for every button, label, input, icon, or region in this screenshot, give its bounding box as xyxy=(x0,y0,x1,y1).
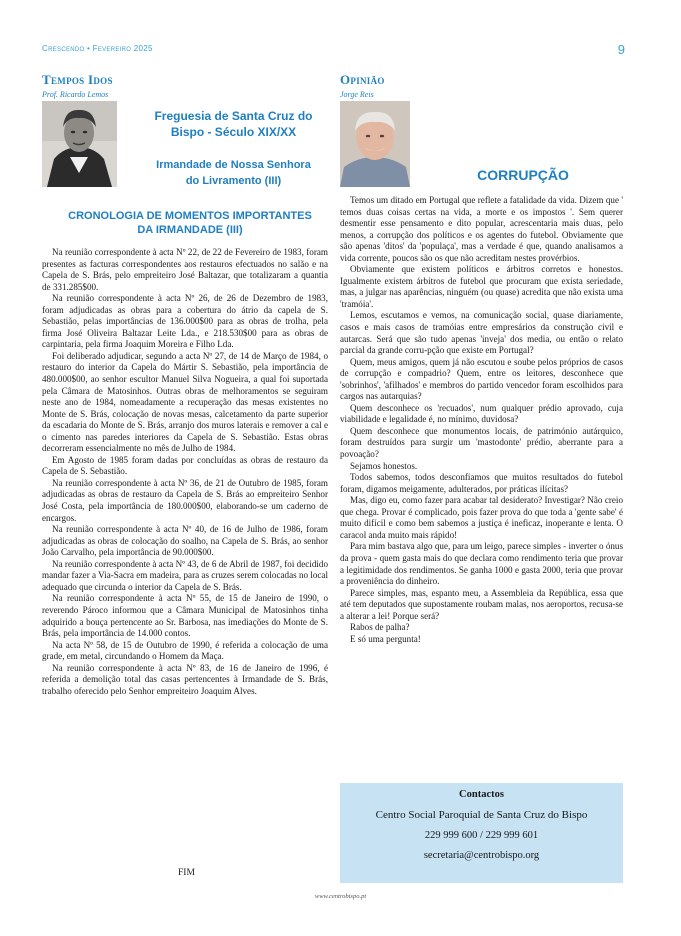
paragraph: Na reunião correspondente à acta Nº 36, de 21 de Outubro de 1985, foram adjudicadas as obras de restauro da Capela de S. Brás ao empreiteiro Senhor José Costa, pela importância de 180.000$00, elaborando-se um caderno de encargos. xyxy=(42,477,328,523)
author-right: Jorge Reis xyxy=(340,90,374,99)
paragraph: Todos sabemos, todos desconfiamos que muitos resultados do futebol foram, digamos meigamente, adulterados, por práticas ilícitas? xyxy=(340,472,623,494)
paragraph: Quem, meus amigos, quem já não escutou e soube pelos próprios de casos de corrupção e compadrio? Quem, entre os leitores, desconhece que 'sobrinhos', 'afilhados' e membros do partido vencedor foram escolhidos para cargos nas autarquias? xyxy=(340,356,623,402)
chronology-line-2: DA IRMANDADE (III) xyxy=(137,224,243,236)
paragraph: Na reunião correspondente à acta Nº 43, de 6 de Abril de 1987, foi decidido mandar fazer a Via-Sacra em madeira, para as cruzes serem colocadas no local adequado que circunda o interior da Capela de S. Brás. xyxy=(42,558,328,592)
paragraph: Parece simples, mas, espanto meu, a Assembleia da República, essa que até tem deputados que supostamente roubam malas, nos aeroportos, recusa-se a alterar a lei! Porque será? xyxy=(340,587,623,621)
paragraph: Obviamente que existem políticos e árbitros corretos e honestos. Igualmente existem árbitros de futebol que procuram que exista seriedade, mas, a julgar nas aparências, ninguém (ou quase) acredita que não exista uma 'tramóia'. xyxy=(340,264,623,309)
paragraph: Na reunião correspondente à acta Nº 22, de 22 de Fevereiro de 1983, foram presentes as facturas correspondentes aos restauros efectuados no salão e na Capela de S. Brás, pelo empreiteiro José Baltazar, que totalizaram a quantia de 331.285$00. xyxy=(42,247,328,292)
article-body-right xyxy=(340,195,623,645)
contacts-title: Contactos xyxy=(459,789,504,800)
portrait-bw-image xyxy=(42,101,117,187)
page-number: 9 xyxy=(617,42,625,57)
paragraph: Quem desconhece os 'recuados', num qualquer prédio aprovado, cuja viabilidade e legalidade é, no mínimo, duvidosa? xyxy=(340,402,623,425)
paragraph: Para mim bastava algo que, para um leigo, parece simples - inverter o ónus da prova - quem gasta mais do que declara como rendimento teria que provar a legitimidade dos rendimentos. Se ganha 1000 e gasta 2000, teria que provar a proveniência do dinheiro. xyxy=(340,541,623,587)
portrait-color-image xyxy=(340,101,410,187)
contacts-email[interactable]: secretaria@centrobispo.org xyxy=(423,850,540,861)
paragraph: Na reunião correspondente à acta Nº 26, de 26 de Dezembro de 1983, foram adjudicadas as obras para a cobertura do átrio da capela de S. Sebastião, pelas importâncias de 136.000$00 para as obras de trolha, pela firma José Oliveira Baltazar Leite Lda., e 218.530$00 para as obras de carpintaria, pela firma Joaquim Moreira e Filho Lda. xyxy=(42,293,328,350)
chronology-heading xyxy=(60,209,320,237)
paragraph: Em Agosto de 1985 foram dadas por concluídas as obras de restauro da Capela de S. Sebastião. xyxy=(42,454,328,477)
subtitle-line-2: do Livramento (III) xyxy=(185,175,282,187)
author-left: Prof. Ricardo Lemos xyxy=(42,90,109,99)
paragraph: Foi deliberado adjudicar, segundo a acta Nº 27, de 14 de Março de 1984, o restauro do interior da Capela do Mártir S. Sebastião, pela importância de 480.000$00, ao senhor escultor Manuel Silva Nogueira, a qual foi suportada pela Câmara de Matosinhos. Outras obras de melhoramentos se seguiram neste ano de 1984, nomeadamente a recuperação das mesas existentes no Monte de S. Brás, colocação de novas mesas, calcetamento da parte superior da escadaria do Monte de S. Brás, arranjo dos muros laterais e remover a cal e o cimento nas paredes interiores da Capela de S. Sebastião. Estas obras decorreram essencialmente no mês de Julho de 1984. xyxy=(42,350,328,454)
paragraph: E só uma pergunta! xyxy=(350,633,421,644)
footer-url[interactable]: www.centrobispo.pt xyxy=(314,893,367,900)
paragraph: Na reunião correspondente à acta Nº 40, de 16 de Julho de 1986, foram adjudicadas as obras de colocação do soalho, na Capela de S. Brás, ao senhor João Carvalho, pela importância de 90.000$00. xyxy=(42,524,328,558)
article-title-right: CORRUPÇÃO xyxy=(477,167,569,183)
author-photo-left xyxy=(42,101,117,187)
paragraph: Mas, digo eu, como fazer para acabar tal desiderato? Investigar? Não creio que chega. Provar é complicado, pois fazer prova do que toda a 'gente sabe' é muito difícil e como bem sabemos a justiça é ineficaz, inoperante e lenta. O caracol anda muito mais rápido! xyxy=(340,495,623,540)
paragraph: Na acta Nº 58, de 15 de Outubro de 1990, é referida a colocação de uma grade, em metal, circundando o Homem da Maça. xyxy=(42,639,328,662)
end-marker: FIM xyxy=(178,868,195,878)
paragraph: Lemos, escutamos e vemos, na comunicação social, quase diariamente, casos e mais casos de tramóias entre empresários da construção civil e autarcas. Será que são tudo apenas 'inveja' dos media, ou então o relato parcial da grande corru-pção que existe em Portugal? xyxy=(340,310,623,356)
paragraph: Temos um ditado em Portugal que reflete a fatalidade da vida. Dizem que ' temos duas coisas certas na vida, a morte e os impostos '. Sem querer desmentir esse pensamento e dito popular, acrescentaria mais duas, pelo menos, a corrupção dos políticos e os agentes do futebol. Obviamente que são apenas 'ditos' da 'populaça', mas a verdade é que, quando analisamos a vida corrente, poucos são os que não acreditam nestes provérbios. xyxy=(340,195,623,263)
article-title-left xyxy=(126,108,341,140)
paragraph: Rabos de palha? xyxy=(350,622,410,633)
paragraph: Na reunião correspondente à acta Nº 55, de 15 de Janeiro de 1990, o reverendo Pároco informou que a Câmara Municipal de Matosinhos tinha adquirido a bouça pertencente ao Sr. Barbosa, nas imediações do Monte de S. Brás, pela importância de 14.000 contos. xyxy=(42,593,328,639)
contacts-phones: 229 999 600 / 229 999 601 xyxy=(424,830,539,841)
paragraph: Sejamos honestos. xyxy=(350,460,418,471)
section-title-tempos-idos: Tempos Idos xyxy=(42,72,113,87)
contacts-organization: Centro Social Paroquial de Santa Cruz do Bispo xyxy=(375,809,588,821)
article-subtitle-left xyxy=(126,157,341,189)
author-photo-right xyxy=(340,101,410,187)
paragraph: Na reunião correspondente à acta Nº 83, de 16 de Janeiro de 1996, é referida a demolição total das casas pertencentes à Irmandade de S. Brás, trabalho oferecido pelo Senhor empreiteiro Joaquim Alves. xyxy=(42,662,328,696)
contacts-box xyxy=(340,783,623,883)
title-line-1: Freguesia de Santa Cruz do xyxy=(154,109,313,123)
subtitle-line-1: Irmandade de Nossa Senhora xyxy=(156,159,311,171)
title-line-2: Bispo - Século XIX/XX xyxy=(170,125,297,139)
article-body-left xyxy=(42,247,328,697)
chronology-line-1: CRONOLOGIA DE MOMENTOS IMPORTANTES xyxy=(68,210,312,222)
section-title-opiniao: Opinião xyxy=(340,72,385,87)
publication-header: Crescendo • Fevereiro 2025 xyxy=(42,44,153,53)
paragraph: Quem desconhece que monumentos locais, de património autárquico, foram destruídos para surgir um 'mastodonte' prédio, aberrante para a povoação? xyxy=(340,425,623,460)
